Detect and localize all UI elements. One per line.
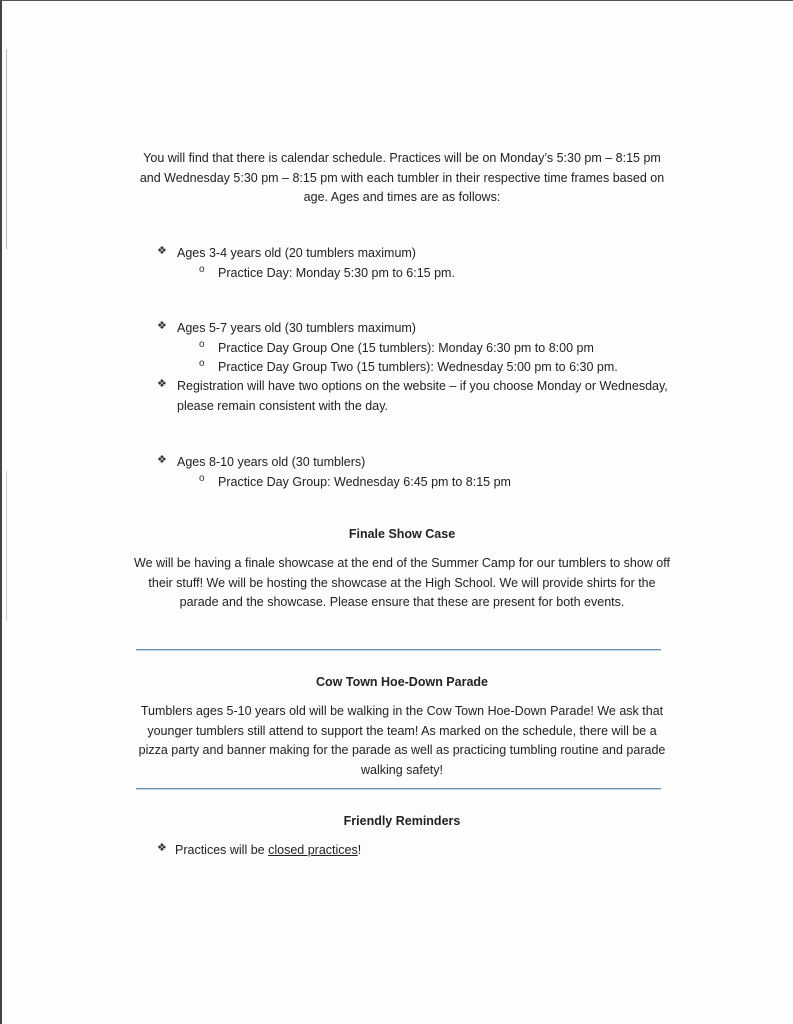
finale-line: their stuff! We will be hosting the showcase at the High School. We will provide shirts for the [148,575,656,590]
finale-line: We will be having a finale showcase at the end of the Summer Camp for our tumblers to show off [134,556,670,570]
group-title: Ages 5-7 years old (30 tumblers maximum) [177,321,416,335]
circle-bullet-icon: o [199,473,205,484]
note-line: please remain consistent with the day. [177,398,388,413]
diamond-bullet-icon: ❖ [157,378,167,390]
parade-line: Tumblers ages 5-10 years old will be walking in the Cow Town Hoe-Down Parade! We ask that [140,704,664,718]
reminder-text: Practices will be [175,843,269,857]
parade-heading: Cow Town Hoe-Down Parade [316,675,488,689]
circle-bullet-icon: o [199,264,205,275]
finale-paragraph [122,554,682,613]
group-item: Practice Day Group Two (15 tumblers): Wednesday 5:00 pm to 6:30 pm. [218,360,618,374]
reminders-heading: Friendly Reminders [343,814,461,828]
parade-paragraph [127,702,677,780]
parade-line: walking safety! [361,762,443,777]
reminder-emphasis: closed practices [268,843,358,857]
parade-line: younger tumblers still attend to support the team! As marked on the schedule, there will be a [147,723,657,738]
section-divider [136,649,661,650]
intro-paragraph [132,149,672,208]
intro-line: age. Ages and times are as follows: [303,190,501,204]
finale-heading: Finale Show Case [348,527,456,541]
note-line: Registration will have two options on the website – if you choose Monday or Wednesday, [177,379,668,393]
finale-line: parade and the showcase. Please ensure that these are present for both events. [179,595,625,609]
group-item: Practice Day: Monday 5:30 pm to 6:15 pm. [218,266,455,280]
section-divider [136,788,661,789]
registration-note [177,377,668,416]
diamond-bullet-icon: ❖ [157,245,167,257]
circle-bullet-icon: o [199,339,205,350]
diamond-bullet-icon: ❖ [157,320,167,332]
reminder-item [175,841,361,861]
scan-edge-mark [6,471,7,621]
diamond-bullet-icon: ❖ [157,842,167,854]
group-title: Ages 8-10 years old (30 tumblers) [177,455,366,469]
group-item: Practice Day Group One (15 tumblers): Monday 6:30 pm to 8:00 pm [218,341,594,355]
reminder-punct: ! [357,843,362,857]
scan-edge-mark [6,49,7,249]
group-title: Ages 3-4 years old (20 tumblers maximum) [177,246,416,260]
parade-line: pizza party and banner making for the parade as well as practicing tumbling routine and parade [138,743,666,757]
diamond-bullet-icon: ❖ [157,454,167,466]
circle-bullet-icon: o [199,358,205,369]
intro-line: and Wednesday 5:30 pm – 8:15 pm with each tumbler in their respective time frames based on [139,170,665,185]
group-item: Practice Day Group: Wednesday 6:45 pm to 8:15 pm [218,475,511,489]
intro-line: You will find that there is calendar schedule. Practices will be on Monday’s 5:30 pm – 8:15 pm [143,151,661,165]
